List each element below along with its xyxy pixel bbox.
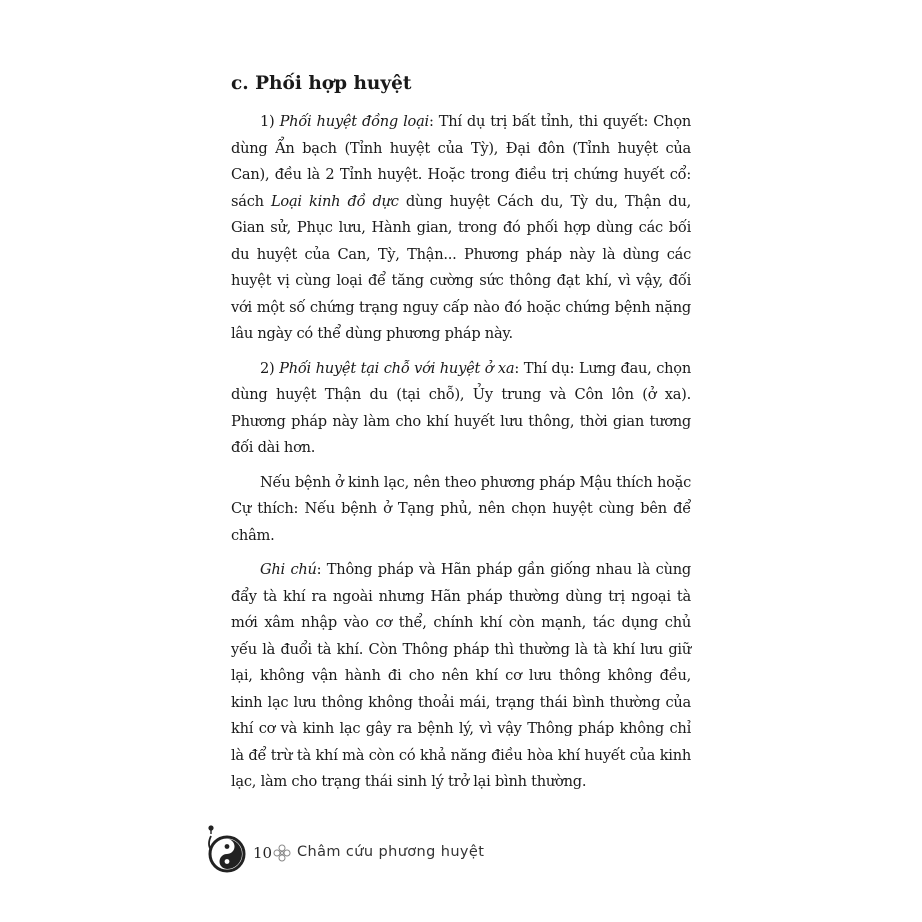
paragraph-2 xyxy=(231,356,691,462)
book-title: Châm cứu phương huyệt xyxy=(297,844,485,860)
paragraph-1-term: Phối huyệt đồng loại xyxy=(279,113,429,130)
paragraph-1-book-title: Loại kinh đồ dực xyxy=(270,192,399,210)
paragraph-2-prefix: 2) xyxy=(260,359,280,377)
page-footer xyxy=(203,824,523,874)
paragraph-1 xyxy=(231,109,691,348)
paragraph-4-term: Ghi chú xyxy=(260,561,317,578)
page-content xyxy=(231,70,691,804)
paragraph-1-prefix: 1) xyxy=(260,113,280,130)
paragraph-1-text-b: dùng huyệt Cách du, Tỳ du, Thận du, Gian sử, Phục lưu, Hành gian, trong đó phối hợp dùng các bối du huyệt của Can, Tỳ, Thận... Phương pháp này là dùng các huyệt vị cùng loại để tăng cường sức thông đạt khí, vì vậy, đối với một số chứng trạng nguy cấp nào đó hoặc chứng bệnh nặng lâu ngày có thể dùng phương pháp này. xyxy=(231,192,691,342)
flower-ornament-icon xyxy=(273,844,291,862)
paragraph-3-text: Nếu bệnh ở kinh lạc, nên theo phương pháp Mậu thích hoặc Cự thích: Nếu bệnh ở Tạng phủ, nên chọn huyệt cùng bên để châm. xyxy=(231,473,691,544)
paragraph-1-text-a: : Thí dụ trị bất tỉnh, thi quyết: Chọn dùng Ẩn bạch (Tỉnh huyệt của Tỳ), Đại đôn (Tỉnh huyệt của Can), đều là 2 Tỉnh huyệt. Hoặc trong điều trị chứng huyết cổ: sách xyxy=(231,113,692,210)
paragraph-3 xyxy=(231,470,691,550)
page-number: 10 xyxy=(253,844,273,862)
paragraph-2-text: : Thí dụ: Lưng đau, chọn dùng huyệt Thận du (tại chỗ), Ủy trung và Côn lôn (ở xa). Phương pháp này làm cho khí huyết lưu thông, thời gian tương đối dài hơn. xyxy=(231,359,691,456)
section-heading: c. Phối hợp huyệt xyxy=(231,73,412,94)
paragraph-4 xyxy=(231,557,691,796)
paragraph-2-term: Phối huyệt tại chỗ với huyệt ở xa xyxy=(279,359,515,377)
paragraph-4-text: : Thông pháp và Hãn pháp gần giống nhau là cùng đẩy tà khí ra ngoài nhưng Hãn pháp thường dùng trị ngoại tà mới xâm nhập vào cơ thể, chính khí còn mạnh, tác dụng chủ yếu là đuổi tà khí. Còn Thông pháp thì thường là tà khí lưu giữ lại, không vận hành đi cho nên khí cơ lưu thông không đều, kinh lạc lưu thông không thoải mái, trạng thái bình thường của khí cơ và kinh lạc gây ra bệnh lý, vì vậy Thông pháp không chỉ là để trừ tà khí mà còn có khả năng điều hòa khí huyết của kinh lạc, làm cho trạng thái sinh lý trở lại bình thường. xyxy=(231,561,691,790)
yin-yang-logo-icon xyxy=(203,824,249,874)
